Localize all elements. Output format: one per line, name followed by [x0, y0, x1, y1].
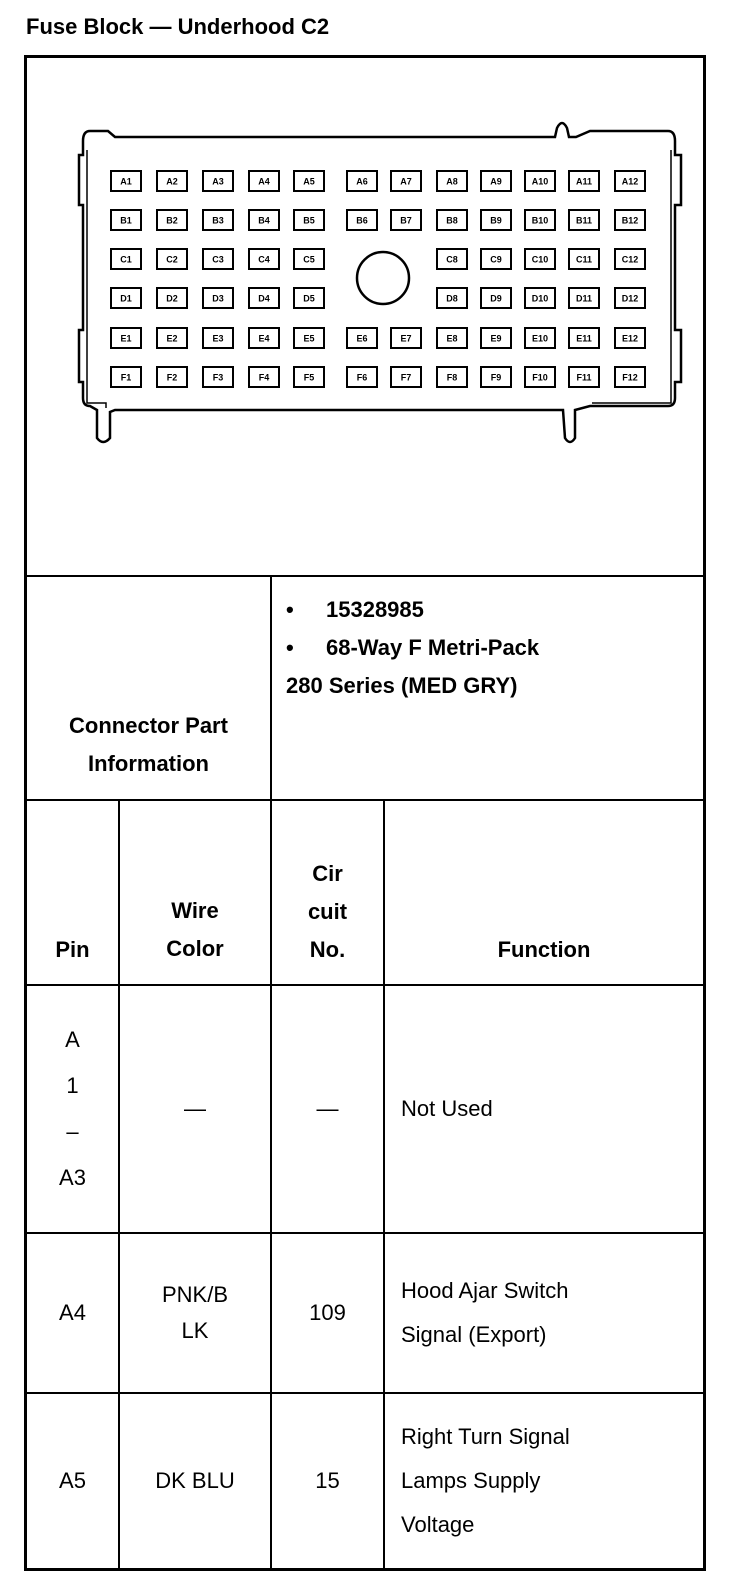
table-row-cell-pin: [27, 1394, 118, 1568]
wire-color: DK BLU: [155, 1468, 235, 1493]
bullet-icon: •: [286, 597, 294, 622]
divider: [383, 799, 385, 1571]
connector-part-label-line2: Information: [88, 751, 209, 776]
pin-label: C12: [621, 254, 639, 265]
pin-label: B11: [575, 215, 593, 226]
table-row-cell-circuit: [272, 1234, 383, 1392]
pin-label: E12: [621, 333, 639, 344]
pin-label: C3: [212, 254, 224, 265]
table-row-cell-wire-color: [120, 986, 270, 1232]
header-wire-color-line1: Wire: [171, 898, 219, 923]
pin-label: F6: [356, 372, 368, 383]
pin-line: A4: [59, 1300, 86, 1325]
pin-label: D5: [303, 293, 315, 304]
pin-label: F4: [258, 372, 270, 383]
part-description-line: [286, 629, 696, 667]
part-number: 15328985: [326, 597, 424, 622]
header-function-text: Function: [497, 937, 591, 962]
function-line: Voltage: [401, 1512, 475, 1537]
connector-diagram: [27, 58, 703, 574]
pin-label: A1: [120, 176, 132, 187]
pin-label: F8: [446, 372, 458, 383]
pin-label: A9: [490, 176, 502, 187]
pin-label: D11: [575, 293, 593, 304]
header-circuit-line1: Cir: [312, 861, 343, 886]
connector-part-details: [286, 591, 696, 705]
pin-label: D1: [120, 293, 132, 304]
table-row-cell-function: [401, 986, 701, 1232]
divider: [24, 575, 706, 577]
pin-label: B10: [531, 215, 549, 226]
function-line: Hood Ajar Switch: [401, 1278, 569, 1303]
pin-label: B5: [303, 215, 315, 226]
pin-label: B4: [258, 215, 270, 226]
pin-label: A3: [212, 176, 224, 187]
circuit-number: 15: [315, 1468, 340, 1493]
part-description: 68-Way F Metri-Pack: [326, 635, 540, 660]
pin-label: A5: [303, 176, 315, 187]
pin-label: A2: [166, 176, 178, 187]
pin-label: C11: [575, 254, 593, 265]
pin-label: E7: [400, 333, 412, 344]
header-wire-color-line2: Color: [166, 936, 224, 961]
pin-label: F12: [622, 372, 638, 383]
pin-label: F5: [303, 372, 315, 383]
divider: [24, 799, 706, 801]
pin-label: F2: [166, 372, 178, 383]
header-circuit-line3: No.: [309, 937, 346, 962]
table-row-cell-circuit: [272, 986, 383, 1232]
pin-label: B7: [400, 215, 412, 226]
function-text: Not Used: [401, 1096, 493, 1121]
pin-label: C4: [258, 254, 270, 265]
connector-part-info-label: [27, 700, 270, 790]
pin-label: F9: [490, 372, 502, 383]
part-series: 280 Series (MED GRY): [286, 673, 518, 698]
circuit-number: —: [316, 1096, 339, 1121]
pin-label: E10: [531, 333, 549, 344]
table-row-cell-function: [401, 1394, 701, 1568]
circuit-number: 109: [309, 1300, 346, 1325]
pin-label: F3: [212, 372, 224, 383]
pin-label: B1: [120, 215, 132, 226]
page-title: Fuse Block — Underhood C2: [26, 14, 330, 39]
table-row-cell-pin: [27, 986, 118, 1232]
table-row-cell-wire-color: [120, 1394, 270, 1568]
pin-label: A7: [400, 176, 412, 187]
pin-label: E9: [490, 333, 502, 344]
function-line: Signal (Export): [401, 1322, 547, 1347]
pin-label: E11: [576, 333, 592, 344]
wire-color-line: PNK/B: [161, 1282, 229, 1307]
header-circuit-no: [272, 852, 383, 972]
wire-color: —: [184, 1096, 206, 1121]
pin-label: E8: [446, 333, 458, 344]
wire-color-line: LK: [181, 1318, 209, 1343]
pin-label: C10: [531, 254, 549, 265]
table-row-cell-function: [401, 1234, 701, 1392]
pin-label: A10: [531, 176, 549, 187]
pin-label: E1: [120, 333, 132, 344]
table-row-cell-circuit: [272, 1394, 383, 1568]
pin-label: D3: [212, 293, 224, 304]
pin-label: C5: [303, 254, 315, 265]
pin-label: C9: [490, 254, 502, 265]
pin-label: F7: [400, 372, 412, 383]
pin-label: E4: [258, 333, 270, 344]
pin-label: F11: [576, 372, 592, 383]
pin-label: C8: [446, 254, 458, 265]
pin-label: B12: [621, 215, 639, 226]
table-row-cell-pin: [27, 1234, 118, 1392]
pin-label: C2: [166, 254, 178, 265]
function-line: Right Turn Signal: [401, 1424, 570, 1449]
pin-label: D9: [490, 293, 502, 304]
pin-label: D8: [446, 293, 458, 304]
pin-label: E5: [303, 333, 315, 344]
pin-label: B8: [446, 215, 458, 226]
pin-label: E6: [356, 333, 368, 344]
pin-label: D12: [621, 293, 639, 304]
bullet-icon: •: [286, 635, 294, 660]
pin-line: A: [65, 1027, 80, 1052]
pin-label: F1: [120, 372, 132, 383]
table-row-cell-wire-color: [120, 1234, 270, 1392]
pin-label: C1: [120, 254, 132, 265]
header-pin: [27, 925, 118, 975]
pin-label: D2: [166, 293, 178, 304]
pin-line: A3: [59, 1165, 86, 1190]
pin-label: B2: [166, 215, 178, 226]
pin-line: A5: [59, 1468, 86, 1493]
pin-line: –: [66, 1119, 79, 1144]
pin-label: E2: [166, 333, 178, 344]
header-function: [385, 925, 703, 975]
function-line: Lamps Supply: [401, 1468, 541, 1493]
pin-label: A4: [258, 176, 270, 187]
pin-label: E3: [212, 333, 224, 344]
pin-label: A12: [621, 176, 639, 187]
pin-label: B9: [490, 215, 502, 226]
connector-center-hole: [357, 252, 409, 304]
pin-label: D4: [258, 293, 270, 304]
pin-label: F10: [532, 372, 548, 383]
pin-label: A6: [356, 176, 368, 187]
pin-label: A11: [575, 176, 593, 187]
pin-label: A8: [446, 176, 458, 187]
pin-label: B6: [356, 215, 368, 226]
pin-label: D10: [531, 293, 549, 304]
header-pin-text: Pin: [55, 937, 90, 962]
pin-label: B3: [212, 215, 224, 226]
header-wire-color: [120, 890, 270, 970]
header-circuit-line2: cuit: [307, 899, 348, 924]
pin-line: 1: [66, 1073, 79, 1098]
part-number-line: [286, 591, 696, 629]
connector-part-label-line1: Connector Part: [69, 713, 228, 738]
